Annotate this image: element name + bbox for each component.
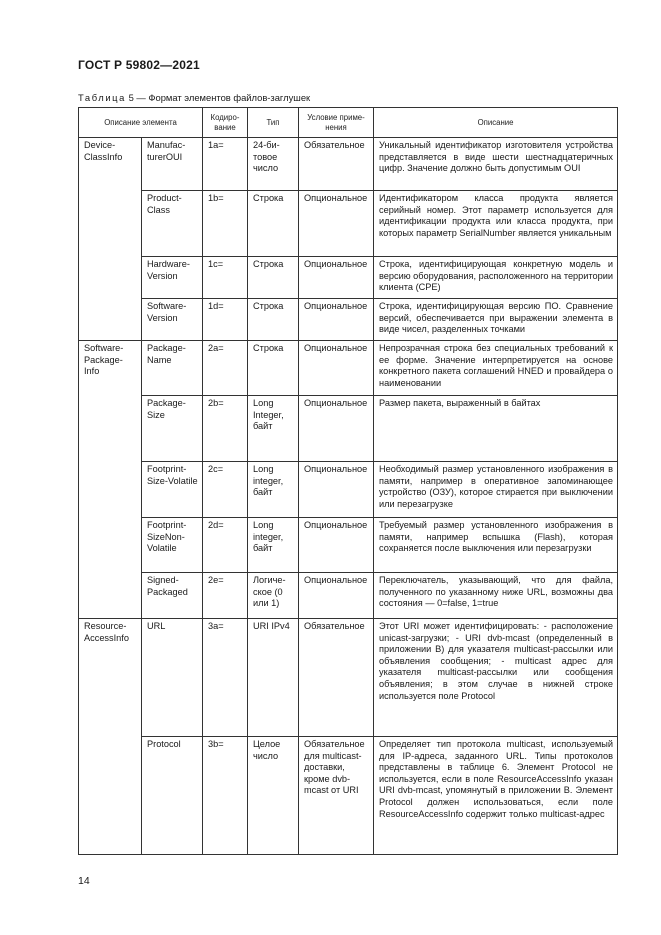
type-cell: Целое число bbox=[248, 737, 299, 855]
description-cell: Уникальный идентификатор изготовителя устройства представляется в виде шести шестнадцатеричных цифр. Значение должно быть допустимым OUI bbox=[374, 138, 618, 191]
description-cell: Определяет тип протокола multicast, используемый для IP-адреса, заданного URL. Типы протоколов представлены в таблице 6. Элемент Protocol не используется, если в поле ResourceAccessInfo указан URI dvb-mcast, упомянутый в приложении B. Элемент Protocol должен использоваться, если поле ResourceAccessInfo содержит только multicast-адрес bbox=[374, 737, 618, 855]
condition-cell: Опциональное bbox=[299, 257, 374, 299]
header-description: Описание bbox=[374, 108, 618, 138]
element-cell: Footprint-SizeNon-Volatile bbox=[142, 518, 203, 573]
condition-cell: Опциональное bbox=[299, 299, 374, 341]
element-cell: Footprint-Size-Volatile bbox=[142, 462, 203, 518]
table-row bbox=[79, 191, 618, 257]
code-cell: 1d= bbox=[203, 299, 248, 341]
group-name-cell: Device-ClassInfo bbox=[79, 138, 142, 341]
description-cell: Требуемый размер установленного изображения в памяти, например вспышка (Flash), которая сохраняется после выключения или перезагрузки bbox=[374, 518, 618, 573]
condition-cell: Обязательное bbox=[299, 138, 374, 191]
condition-cell: Обязательное для multicast-доставки, кроме dvb-mcast от URI bbox=[299, 737, 374, 855]
element-cell: Manufac-turerOUI bbox=[142, 138, 203, 191]
table-row bbox=[79, 619, 618, 737]
table-row bbox=[79, 737, 618, 855]
description-cell: Непрозрачная строка без специальных требований к ее форме. Значение интерпретируется на основе конкретного пакета соглашений HNED и провайдера о наименовании bbox=[374, 341, 618, 396]
type-cell: Long Integer, байт bbox=[248, 396, 299, 462]
table-header-row bbox=[79, 108, 618, 138]
table-row bbox=[79, 518, 618, 573]
description-cell: Строка, идентифицирующая версию ПО. Сравнение версий, обеспечивается при выражении элемента в виде чисел, разделенных точками bbox=[374, 299, 618, 341]
header-coding: Кодиро-вание bbox=[203, 108, 248, 138]
condition-cell: Опциональное bbox=[299, 518, 374, 573]
element-cell: Package-Name bbox=[142, 341, 203, 396]
table-row bbox=[79, 573, 618, 619]
code-cell: 2b= bbox=[203, 396, 248, 462]
type-cell: Long integer, байт bbox=[248, 462, 299, 518]
type-cell: Строка bbox=[248, 299, 299, 341]
document-code: ГОСТ Р 59802—2021 bbox=[78, 58, 200, 72]
table-caption-label: Таблица bbox=[78, 92, 126, 103]
code-cell: 3b= bbox=[203, 737, 248, 855]
description-cell: Этот URI может идентифицировать: - расположение unicast-загрузки; - URI dvb-mcast (определенный в приложении B) для указателя multicast-рассылки или объявления сообщения; - multicast адрес для указателя multicast-рассылки или сообщения объявления; в этом случае в нижней строке используется поле Protocol bbox=[374, 619, 618, 737]
condition-cell: Опциональное bbox=[299, 396, 374, 462]
condition-cell: Опциональное bbox=[299, 341, 374, 396]
group-name-cell: Resource-AccessInfo bbox=[79, 619, 142, 855]
element-cell: Protocol bbox=[142, 737, 203, 855]
description-cell: Строка, идентифицирующая конкретную модель и версию оборудования, расположенного на территории клиента (CPE) bbox=[374, 257, 618, 299]
code-cell: 2c= bbox=[203, 462, 248, 518]
table-caption bbox=[78, 92, 310, 103]
description-cell: Необходимый размер установленного изображения в памяти, например в оперативное запоминающее устройство (ОЗУ), которое стирается при выключении или перезагрузке bbox=[374, 462, 618, 518]
type-cell: URI IPv4 bbox=[248, 619, 299, 737]
page-number: 14 bbox=[78, 875, 90, 887]
element-cell: Software-Version bbox=[142, 299, 203, 341]
element-cell: Signed-Packaged bbox=[142, 573, 203, 619]
code-cell: 2e= bbox=[203, 573, 248, 619]
element-cell: Product-Class bbox=[142, 191, 203, 257]
condition-cell: Обязательное bbox=[299, 619, 374, 737]
condition-cell: Опциональное bbox=[299, 462, 374, 518]
condition-cell: Опциональное bbox=[299, 191, 374, 257]
element-cell: Package-Size bbox=[142, 396, 203, 462]
code-cell: 1b= bbox=[203, 191, 248, 257]
type-cell: Строка bbox=[248, 257, 299, 299]
stub-file-elements-table bbox=[78, 107, 618, 855]
table-row bbox=[79, 396, 618, 462]
type-cell: Long integer, байт bbox=[248, 518, 299, 573]
code-cell: 3a= bbox=[203, 619, 248, 737]
table-caption-text: 5 — Формат элементов файлов-заглушек bbox=[125, 92, 311, 103]
code-cell: 1c= bbox=[203, 257, 248, 299]
table-row bbox=[79, 341, 618, 396]
table-row bbox=[79, 462, 618, 518]
table-row bbox=[79, 138, 618, 191]
code-cell: 1a= bbox=[203, 138, 248, 191]
table-row bbox=[79, 299, 618, 341]
type-cell: Логиче-ское (0 или 1) bbox=[248, 573, 299, 619]
condition-cell: Опциональное bbox=[299, 573, 374, 619]
table-row bbox=[79, 257, 618, 299]
element-cell: Hardware-Version bbox=[142, 257, 203, 299]
type-cell: Строка bbox=[248, 191, 299, 257]
group-name-cell: Software-Package-Info bbox=[79, 341, 142, 619]
description-cell: Идентификатором класса продукта является серийный номер. Этот параметр используется для идентификации продукта или класса продукта, при которых параметр SerialNumber является уникальным bbox=[374, 191, 618, 257]
header-element: Описание элемента bbox=[79, 108, 203, 138]
code-cell: 2a= bbox=[203, 341, 248, 396]
header-type: Тип bbox=[248, 108, 299, 138]
description-cell: Переключатель, указывающий, что для файла, полученного по указанному ниже URL, возможны два состояния — 0=false, 1=true bbox=[374, 573, 618, 619]
header-condition: Условие приме-нения bbox=[299, 108, 374, 138]
code-cell: 2d= bbox=[203, 518, 248, 573]
type-cell: Строка bbox=[248, 341, 299, 396]
description-cell: Размер пакета, выраженный в байтах bbox=[374, 396, 618, 462]
element-cell: URL bbox=[142, 619, 203, 737]
type-cell: 24-би-товое число bbox=[248, 138, 299, 191]
